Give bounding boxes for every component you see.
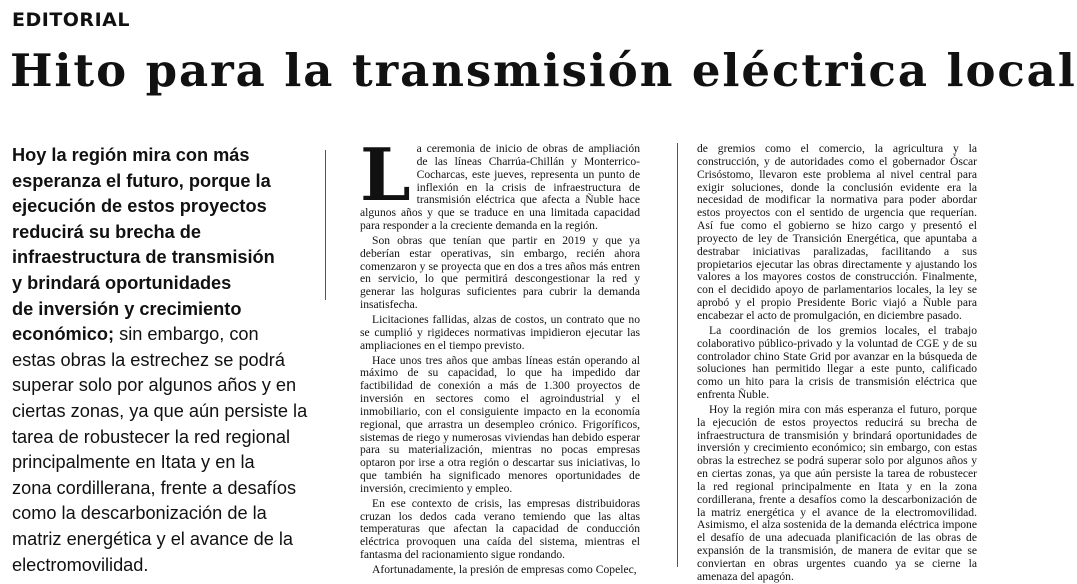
lead-text: electromovilidad. bbox=[12, 554, 149, 575]
article-paragraph: Afortunadamente, la presión de empresas como Copelec, bbox=[372, 563, 637, 576]
lead-bold-text: y brindará oportunidades bbox=[12, 272, 232, 293]
article-paragraph: de gremios como el comercio, la agricultura y la construcción, y de autoridades como el gobernador Óscar Crisóstomo, llevaron este problema al nivel central para exigir soluciones, donde la conclusión evidente era la necesidad de modificar la normativa para poder abordar estos proyectos con el sentido de urgencia que requerían. Así fue como el gobierno se hizo cargo y presentó el proyecto de ley de Transición Energética, que apuntaba a destrabar iniciativas paralizadas, facilitando a sus propietarios ejecutar las obras directamente y ajustando los valores a los mayores costos de construcción. Finalmente, con el decidido apoyo de parlamentarios locales, la ley se aprobó y el propio Presidente Boric viajó a Ñuble para encabezar el acto de promulgación, en diciembre pasado. bbox=[697, 142, 977, 322]
lead-summary bbox=[12, 143, 308, 578]
lead-bold-text: ejecución de estos proyectos bbox=[12, 196, 267, 217]
lead-line bbox=[12, 476, 304, 502]
article-column-2 bbox=[697, 143, 977, 584]
lead-text: zona cordillerana, frente a desafíos bbox=[12, 477, 297, 498]
drop-cap: L bbox=[360, 132, 411, 217]
lead-line bbox=[12, 245, 304, 271]
column-divider bbox=[325, 150, 326, 300]
lead-text: sin embargo, con bbox=[114, 324, 259, 345]
article-paragraph: a ceremonia de inicio de obras de ampliación de las líneas Charrúa-Chillán y Monterrico-Cocharcas, este jueves, representa un punto de inflexión en la crisis de infraestructura de transmisión eléctrica que afecta a Ñuble hace algunos años y que se traduce en una limitada capacidad para responder a la creciente demanda en la región. bbox=[360, 142, 640, 233]
lead-line bbox=[12, 450, 304, 476]
article-paragraph: La coordinación de los gremios locales, el trabajo colaborativo público-privado y la voluntad de CGE y de su controlador chino State Grid por avanzar en la búsqueda de soluciones han permitido llegar a este punto, calificado como un hito para la crisis de transmisión eléctrica que enfrenta Ñuble. bbox=[697, 323, 977, 402]
lead-text: como la descarbonización de la bbox=[12, 503, 267, 524]
lead-line bbox=[12, 527, 304, 553]
article-column-1 bbox=[360, 132, 640, 577]
article-paragraph: Licitaciones fallidas, alzas de costos, un contrato que no se cumplió y rigideces normativas impidieron ejecutar las ampliaciones en el tiempo previsto. bbox=[360, 312, 640, 352]
lead-line bbox=[12, 501, 304, 527]
lead-text: superar solo por algunos años y en bbox=[12, 375, 297, 396]
lead-text: ciertas zonas, ya que aún persiste la bbox=[12, 400, 308, 421]
lead-line bbox=[12, 194, 304, 220]
lead-bold-text: infraestructura de transmisión bbox=[12, 247, 275, 268]
lead-bold-text: de inversión y crecimiento bbox=[12, 298, 242, 319]
lead-line bbox=[12, 399, 308, 425]
lead-text: matriz energética y el avance de la bbox=[12, 528, 294, 549]
lead-line bbox=[12, 271, 304, 297]
column-divider bbox=[677, 143, 678, 567]
lead-line bbox=[12, 425, 304, 451]
headline: Hito para la transmisión eléctrica local bbox=[10, 44, 1077, 97]
article-paragraph: Hoy la región mira con más esperanza el futuro, porque la ejecución de estos proyectos reducirá su brecha de infraestructura de transmisión y brindará oportunidades de inversión y crecimiento económico; sin embargo, con estas obras la estrechez se podrá superar solo por algunos años y en ciertas zonas, ya que aún persiste la tarea de robustecer la red regional principalmente en Itata y en la zona cordillerana, frente a desafíos como la descarbonización de la matriz energética y el avance de la electromovilidad. Asimismo, el alza sostenida de la demanda eléctrica impone el desafío de una adecuada planificación de las obras de expansión de la transmisión, de manera de evitar que se conviertan en obras urgentes cuando ya se cierne la amenaza del apagón. bbox=[697, 402, 977, 583]
section-label: EDITORIAL bbox=[12, 9, 130, 31]
lead-text: principalmente en Itata y en la bbox=[12, 452, 255, 473]
lead-line bbox=[12, 348, 304, 374]
article-paragraph: Son obras que tenían que partir en 2019 y que ya deberían estar operativas, sin embargo, recién ahora comenzaron y se proyecta que en dos a tres años más entren en servicio, lo que permitirá descongestionar la red y generar las holguras suficientes para cubrir la demanda insatisfecha. bbox=[360, 233, 640, 312]
lead-text: tarea de robustecer la red regional bbox=[12, 426, 291, 447]
lead-line bbox=[12, 220, 304, 246]
lead-bold-text: Hoy la región mira con más bbox=[12, 145, 250, 165]
lead-line bbox=[12, 373, 304, 399]
lead-line bbox=[12, 297, 304, 323]
lead-bold-text: esperanza el futuro, porque la bbox=[12, 170, 271, 191]
lead-bold-text: económico; bbox=[12, 324, 115, 345]
lead-line bbox=[12, 169, 304, 195]
article-paragraph: En ese contexto de crisis, las empresas distribuidoras cruzan los dedos cada verano temiendo que las altas temperaturas que afectan la capacidad de conducción eléctrica provoquen una caída del sistema, mientras el fantasma del racionamiento sigue rondando. bbox=[360, 496, 640, 562]
lead-line bbox=[12, 143, 304, 169]
lead-bold-text: reducirá su brecha de bbox=[12, 221, 202, 242]
lead-text: estas obras la estrechez se podrá bbox=[12, 349, 285, 370]
article-paragraph: Hace unos tres años que ambas líneas están operando al máximo de su capacidad, lo que ha impedido dar factibilidad de conexión a más de 1.300 proyectos de inversión en sectores como el agroindustrial y el inmobiliario, con el consiguiente impacto en la economía regional, que arrastra un desempleo crónico. Frigoríficos, sistemas de riego y numerosas viviendas han debido esperar para su materialización, mientras no pocas empresas optaron por irse a otra región o descartar sus iniciativas, lo que también ha significado menores oportunidades de inversión, crecimiento y empleo. bbox=[360, 353, 640, 495]
lead-line bbox=[12, 322, 304, 348]
lead-line bbox=[12, 553, 304, 579]
